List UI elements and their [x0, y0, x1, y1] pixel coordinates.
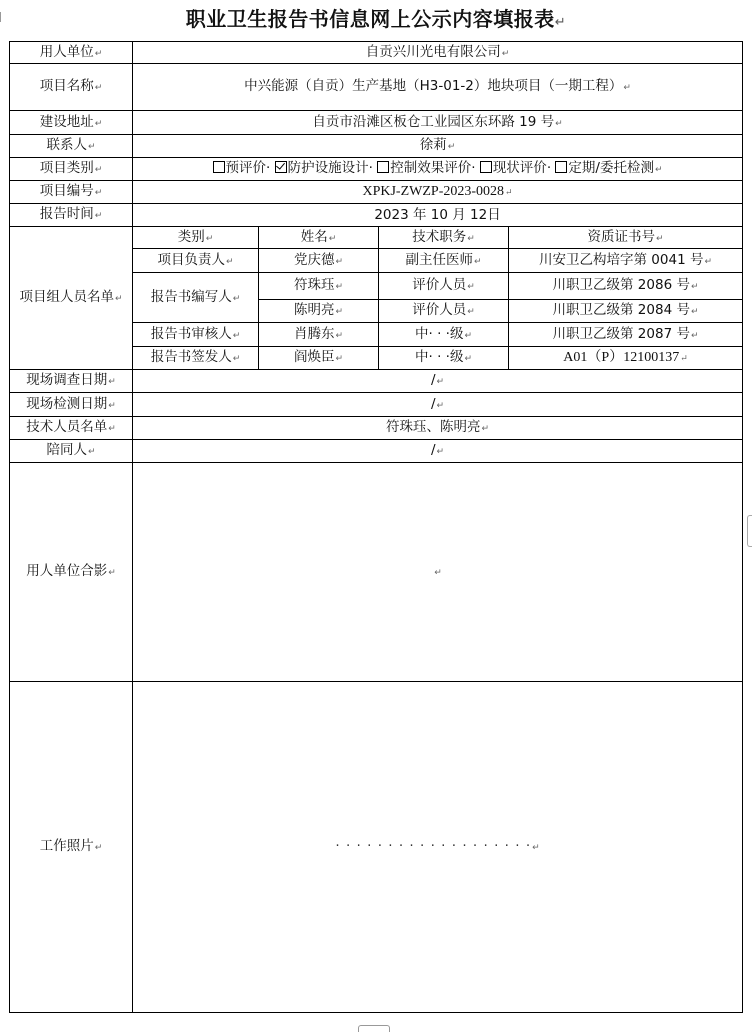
team-cert: 川安卫乙构培字第 0041 号↵ [509, 249, 743, 273]
checkbox-pre-assessment[interactable] [213, 161, 225, 173]
project-name-value: 中兴能源（自贡）生产基地（H3-01-2）地块项目（一期工程）↵ [133, 64, 743, 111]
row-companion [10, 440, 743, 463]
team-cert: 川职卫乙级第 2087 号↵ [509, 323, 743, 347]
row-group-photo [10, 463, 743, 682]
team-title: 评价人员↵ [379, 273, 509, 300]
row-project-no [10, 181, 743, 204]
checkbox-status-assessment[interactable] [480, 161, 492, 173]
team-header-role: 类别↵ [133, 227, 259, 249]
contact-value: 徐莉↵ [133, 135, 743, 158]
companion-value: /↵ [133, 440, 743, 463]
team-name: 陈明亮↵ [259, 300, 379, 323]
report-time-value: 2023 年 10 月 12日 [133, 204, 743, 227]
option-periodic-testing: 定期/委托检测 [568, 160, 654, 176]
category-options: 预评价· 防护设施设计· 控制效果评价· 现状评价· 定期/委托检测↵ [133, 158, 743, 181]
tech-staff-label: 技术人员名单↵ [10, 417, 133, 440]
row-address [10, 111, 743, 135]
team-role: 报告书编写人↵ [133, 273, 259, 323]
team-cert: 川职卫乙级第 2084 号↵ [509, 300, 743, 323]
scroll-edge-handle[interactable] [747, 515, 752, 547]
survey-date-label: 现场调查日期↵ [10, 370, 133, 393]
contact-label: 联系人↵ [10, 135, 133, 158]
address-label: 建设地址↵ [10, 111, 133, 135]
row-work-photo [10, 682, 743, 1013]
employer-value: 自贡兴川光电有限公司↵ [133, 42, 743, 64]
checkbox-protection-design[interactable] [275, 161, 287, 173]
survey-date-value: /↵ [133, 370, 743, 393]
team-cert: 川职卫乙级第 2086 号↵ [509, 273, 743, 300]
category-label: 项目类别↵ [10, 158, 133, 181]
team-header-cert: 资质证书号↵ [509, 227, 743, 249]
group-photo-label: 用人单位合影↵ [10, 463, 133, 682]
team-name: 符珠珏↵ [259, 273, 379, 300]
team-cert: A01（P）12100137↵ [509, 347, 743, 370]
team-role: 报告书签发人↵ [133, 347, 259, 370]
team-header-name: 姓名↵ [259, 227, 379, 249]
test-date-value: /↵ [133, 393, 743, 417]
team-title: 中· · ·级↵ [379, 323, 509, 347]
row-contact [10, 135, 743, 158]
title-text: 职业卫生报告书信息网上公示内容填报表 [185, 7, 555, 31]
option-protection-design: 防护设施设计 [287, 160, 369, 176]
row-test-date [10, 393, 743, 417]
group-photo-area: ↵ [133, 463, 743, 682]
page-title [0, 3, 752, 32]
employer-label: 用人单位↵ [10, 42, 133, 64]
row-tech-staff [10, 417, 743, 440]
option-status-assessment: 现状评价 [492, 160, 547, 176]
project-name-label: 项目名称↵ [10, 64, 133, 111]
address-value: 自贡市沿滩区板仓工业园区东环路 19 号↵ [133, 111, 743, 135]
tech-staff-value: 符珠珏、陈明亮↵ [133, 417, 743, 440]
row-category [10, 158, 743, 181]
team-name: 党庆德↵ [259, 249, 379, 273]
work-photo-label: 工作照片↵ [10, 682, 133, 1013]
checkbox-periodic-testing[interactable] [555, 161, 567, 173]
row-team-header [10, 227, 743, 249]
row-survey-date [10, 370, 743, 393]
team-role: 报告书审核人↵ [133, 323, 259, 347]
team-name: 阎焕臣↵ [259, 347, 379, 370]
work-photo-area: · · · · · · · · · · · · · · · · · · ·↵ [133, 682, 743, 1013]
team-label: 项目组人员名单↵ [10, 227, 133, 370]
companion-label: 陪同人↵ [10, 440, 133, 463]
page-bottom-tab [358, 1025, 390, 1032]
team-title: 评价人员↵ [379, 300, 509, 323]
paragraph-mark: ↵ [554, 15, 567, 30]
team-role: 项目负责人↵ [133, 249, 259, 273]
team-title: 副主任医师↵ [379, 249, 509, 273]
checkbox-control-effect[interactable] [377, 161, 389, 173]
project-no-label: 项目编号↵ [10, 181, 133, 204]
project-no-value: XPKJ-ZWZP-2023-0028↵ [133, 181, 743, 204]
row-report-time [10, 204, 743, 227]
report-time-label: 报告时间↵ [10, 204, 133, 227]
team-header-title: 技术职务↵ [379, 227, 509, 249]
disclosure-form-table [9, 41, 743, 1013]
team-name: 肖腾东↵ [259, 323, 379, 347]
row-employer [10, 42, 743, 64]
test-date-label: 现场检测日期↵ [10, 393, 133, 417]
option-pre-assessment: 预评价 [225, 160, 267, 176]
row-project-name [10, 64, 743, 111]
team-title: 中· · ·级↵ [379, 347, 509, 370]
option-control-effect: 控制效果评价 [390, 160, 472, 176]
